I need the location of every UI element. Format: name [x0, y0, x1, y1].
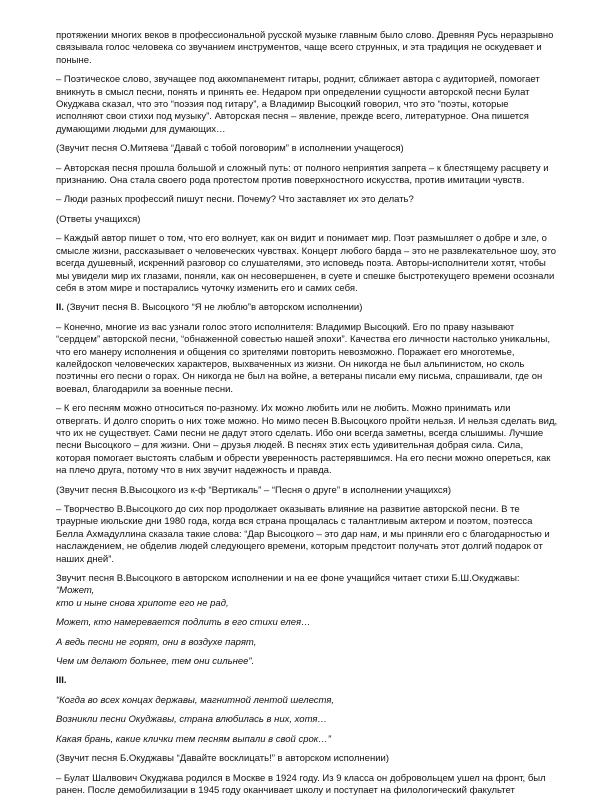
- paragraph-reading-intro: [56, 573, 558, 610]
- section-three-number: III.: [56, 675, 67, 687]
- poem-okudzhava-two: [56, 695, 558, 746]
- paragraph-song-vertical: (Звучит песня В.Высоцкого из к-ф “Вертикаль” – “Песня о друге” в исполнении учащихся): [56, 484, 451, 496]
- section-two-heading: [56, 302, 558, 314]
- paragraph-author-writes: – Каждый автор пишет о том, что его волнует, как он видит и понимает мир. Поэт размышляет о добре и зле, о смысле жизни, рассказывает о человеческих чувствах. Концерт любого барда – это не развлекательное шоу, это всегда душевный, искренний разговор со слушателями, это исповедь поэта. Авторы-исполнители хотят, чтобы мы увидели мир их глазами, поняли, как он несовершенен, в суете и спешке быстротекущего времени осознали себя в этом мире и постарались чуточку изменить его и самих себя.: [56, 233, 557, 294]
- paragraph-song-okudzhava: (Звучит песня Б.Окуджавы “Давайте восклицать!” в авторском исполнении): [56, 753, 389, 765]
- poem-line: Возникли песни Окуджавы, страна влюбилась в них, хотя…: [56, 714, 327, 726]
- paragraph-path: – Авторская песня прошла большой и сложный путь: от полного неприятия запрета – к блестящему расцвету и признанию. Она стала своего рода протестом против поверхностного искусства, против имитации чувств.: [56, 162, 549, 187]
- poem-line: “Когда во всех концах державы, магнитной лентой шелестя,: [56, 694, 335, 706]
- paragraph-song-mityaev: (Звучит песня О.Митяева “Давай с тобой поговорим” в исполнении учащегося): [56, 143, 404, 155]
- paragraph-vysotsky-voice: – Конечно, многие из вас узнали голос этого исполнителя: Владимир Высоцкий. Его по праву называют “сердцем” авторской песни, “обнаженной совестью нашей эпохи”. Качества его личности настолько уникальны, что его манеру исполнения и общения со зрителями повторить невозможно. Поражает его многотемье, калейдоскоп человеческих характеров, выхваченных из жизни. Он никогда не был альпинистом, но сколь поэтичны его песни о горах. Он никогда не был на войне, а ветераны писали ему письма, спрашивали, где он воевал, благодарили за военные песни.: [56, 321, 551, 395]
- paragraph-vysotsky-influence: – Творчество В.Высоцкого до сих пор продолжает оказывать влияние на развитие авторской песни. В те траурные июльские дни 1980 года, когда вся страна прощалась с талантливым актером и поэтом, поэтесса Белла Ахмадуллина сказала такие слова: “Дар Высоцкого – это дар нам, и мы приняли его с благодарностью и наслаждением, не обделив людей следующего времени, которым предстоит получать этот долгий подарок от наших дней”.: [56, 504, 550, 565]
- section-two-number: II.: [56, 302, 64, 314]
- poem-line: Какая брань, какие клички тем песням выпали в свой срок…”: [56, 733, 331, 745]
- paragraph-vysotsky-songs: – К его песням можно относиться по-разному. Их можно любить или не любить. Можно принимать или отвергать. И долго спорить о них тоже можно. Но мимо песен В.Высоцкого пройти нельзя. И нельзя сделать вид, что их не существует. Сами песни не дадут этого сделать. Ибо они всегда заметны, всегда слышимы. Лучшие песни Высоцкого – для жизни. Они – друзья людей. В песнях этих есть удивительная добрая сила. Сила, которая помогает выстоять слабым и обрести уверенность растерявшимся. На его песни можно опереться, как на плечо друга, потому что в них звучит надежность и правда.: [56, 403, 558, 477]
- paragraph-poetic-word: – Поэтическое слово, звучащее под аккомпанемент гитары, роднит, сближает автора с аудиторией, помогает вникнуть в смысл песни, понять и принять ее. Недаром при определении сущности авторской песни Булат Окуджава сказал, что это “поэзия под гитару”, а Владимир Высоцкий говорил, что это “поэты, которые исполняют свои стихи под музыку”. Авторская песня – явление, прежде всего, литературное. Она пишется думающими людьми для думающих…: [56, 74, 540, 135]
- paragraph-okudzhava-bio: – Булат Шалвович Окуджава родился в Москве в 1924 году. Из 9 класса он добровольцем ушел на фронт, был ранен. После демобилизации в 1945 году оканчивает школу и поступает на филологический факультет: [56, 772, 546, 796]
- poem-line: Чем им делают больнее, тем они сильнее”.: [56, 656, 255, 668]
- reading-intro-text: Звучит песня В.Высоцкого в авторском исполнении и на ее фоне учащийся читает стихи Б.Ш.Окуджавы:: [56, 573, 520, 585]
- reading-intro-quote-line: кто и ныне снова хрипоте его не рад,: [56, 597, 229, 609]
- poem-line: Может, кто намеревается подлить в его стихи елея…: [56, 617, 311, 629]
- section-two-text: (Звучит песня В. Высоцкого “Я не люблю”в авторском исполнении): [63, 302, 363, 314]
- paragraph-tradition: протяжении многих веков в профессиональной русской музыке главным было слово. Древняя Русь неразрывно связывала голос человека со звучанием инструментов, чаще всего струнных, и эта традиция не оскудевает и поныне.: [56, 30, 554, 66]
- poem-line: А ведь песни не горят, они в воздухе парят,: [56, 636, 257, 648]
- reading-intro-quote-start: “Может,: [56, 585, 95, 597]
- document-page: [56, 30, 558, 804]
- paragraph-answers: (Ответы учащихся): [56, 213, 141, 225]
- poem-okudzhava-one: [56, 617, 558, 668]
- paragraph-question: – Люди разных профессий пишут песни. Почему? Что заставляет их это делать?: [56, 194, 414, 206]
